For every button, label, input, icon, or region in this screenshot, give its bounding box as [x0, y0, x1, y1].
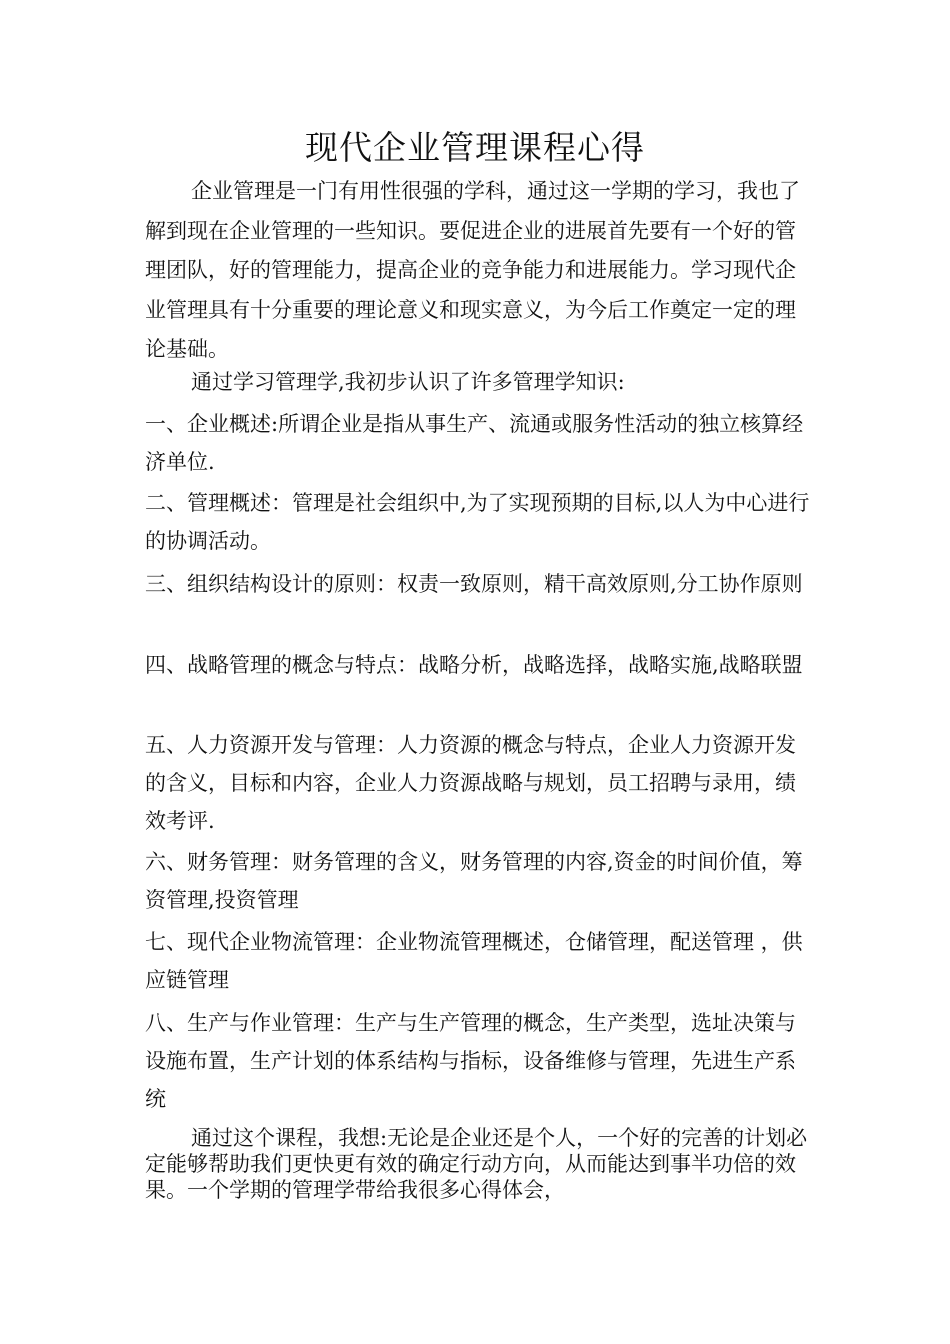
- list-item: 四、战略管理的概念与特点：战略分析，战略选择，战略实施,战略联盟: [145, 653, 803, 677]
- list-item: 一、企业概述:所谓企业是指从事生产、流通或服务性活动的独立核算经济单位.: [145, 412, 804, 474]
- list-item: 八、生产与作业管理：生产与生产管理的概念，生产类型，选址决策与设施布置，生产计划的体系结构与指标，设备维修与管理，先进生产系统: [145, 1011, 796, 1111]
- list-item: 二、管理概述：管理是社会组织中,为了实现预期的目标,以人为中心进行的协调活动。: [145, 491, 810, 553]
- list-item: 六、财务管理：财务管理的含义，财务管理的内容,资金的时间价值，筹资管理,投资管理: [145, 850, 803, 912]
- list-item: 三、组织结构设计的原则：权责一致原则，精干高效原则,分工协作原则: [145, 572, 803, 596]
- document-title: 现代企业管理课程心得: [305, 128, 645, 167]
- closing-paragraph: 通过这个课程，我想:无论是企业还是个人，一个好的完善的计划必定能够帮助我们更快更有效的确定行动方向，从而能达到事半功倍的效果。一个学期的管理学带给我很多心得体会，: [145, 1126, 808, 1202]
- lead-paragraph: 通过学习管理学,我初步认识了许多管理学知识:: [191, 370, 625, 394]
- intro-paragraph: 企业管理是一门有用性很强的学科，通过这一学期的学习，我也了解到现在企业管理的一些知识。要促进企业的进展首先要有一个好的管理团队，好的管理能力，提高企业的竞争能力和进展能力。学习现代企业管理具有十分重要的理论意义和现实意义，为今后工作奠定一定的理论基础。: [145, 179, 800, 361]
- list-item: 七、现代企业物流管理：企业物流管理概述，仓储管理，配送管理 ，供应链管理: [145, 930, 803, 992]
- list-item: 五、人力资源开发与管理：人力资源的概念与特点，企业人力资源开发的含义，目标和内容，企业人力资源战略与规划，员工招聘与录用，绩效考评.: [145, 733, 796, 833]
